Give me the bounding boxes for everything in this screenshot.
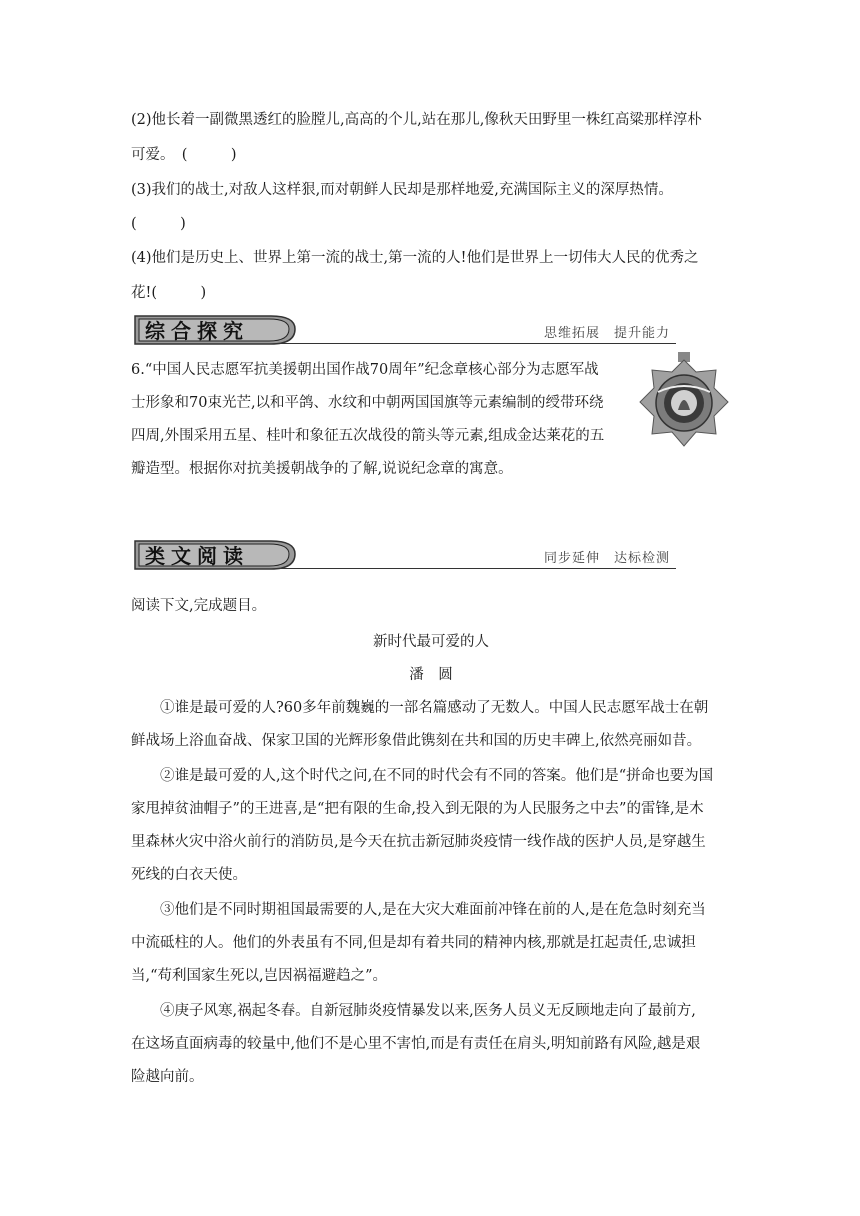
section-subtitle: 同步延伸 达标检测 (543, 551, 670, 566)
paragraph-2-line4: 死线的白衣天使。 (131, 867, 247, 883)
paragraph-4-line3: 险越向前。 (131, 1069, 204, 1085)
paragraph-1-line2: 鲜战场上浴血奋战、保家卫国的光辉形象借此镌刻在共和国的历史丰碑上,依然亮丽如昔。 (131, 733, 702, 749)
divider (281, 343, 676, 344)
q5-item2-line2: 可爱。 ( ) (131, 147, 237, 163)
q5-item2-line1: (2)他长着一副微黑透红的脸膛儿,高高的个儿,站在那儿,像秋天田野里一株红高粱那样淳朴 (131, 112, 702, 128)
section-banner-zonghe (131, 312, 676, 352)
q6-line4: 瓣造型。根据你对抗美援朝战争的了解,说说纪念章的寓意。 (131, 461, 513, 477)
paragraph-2-line2: 家甩掉贫油帽子”的王进喜,是“把有限的生命,投入到无限的为人民服务之中去”的雷锋,是木 (131, 801, 704, 817)
paragraph-3-line1: ③他们是不同时期祖国最需要的人,是在大灾大难面前冲锋在前的人,是在危急时刻充当 (160, 902, 706, 918)
section-banner-leiwen (131, 537, 676, 577)
q5-item3-line1: (3)我们的战士,对敌人这样狠,而对朝鲜人民却是那样地爱,充满国际主义的深厚热情。 (131, 182, 673, 198)
paragraph-2-line1: ②谁是最可爱的人,这个时代之问,在不同的时代会有不同的答案。他们是“拼命也要为国 (160, 768, 714, 784)
paragraph-1-line1: ①谁是最可爱的人?60多年前魏巍的一部名篇感动了无数人。中国人民志愿军战士在朝 (160, 700, 709, 716)
paragraph-3-line2: 中流砥柱的人。他们的外表虽有不同,但是却有着共同的精神内核,那就是扛起责任,忠诚担 (131, 935, 696, 951)
q5-item3-line2: ( ) (131, 216, 186, 232)
paragraph-2-line3: 里森林火灾中浴火前行的消防员,是今天在抗击新冠肺炎疫情一线作战的医护人员,是穿越生 (131, 834, 706, 850)
q5-item4-line2: 花!( ) (131, 285, 207, 301)
q6-line3: 四周,外围采用五星、桂叶和象征五次战役的箭头等元素,组成金达莱花的五 (131, 428, 605, 444)
q6-line2: 士形象和70束光芒,以和平鸽、水纹和中朝两国国旗等元素编制的绶带环绕 (131, 395, 604, 411)
paragraph-4-line2: 在这场直面病毒的较量中,他们不是心里不害怕,而是有责任在肩头,明知前路有风险,越是艰 (131, 1036, 701, 1052)
paragraph-4-line1: ④庚子风寒,祸起冬春。自新冠肺炎疫情暴发以来,医务人员义无反顾地走向了最前方, (160, 1003, 696, 1019)
divider (281, 568, 676, 569)
article-author: 潘 圆 (409, 667, 453, 683)
paragraph-3-line3: 当,“苟利国家生死以,岂因祸福避趋之”。 (131, 968, 388, 984)
banner-tab (131, 312, 291, 344)
article-title: 新时代最可爱的人 (373, 634, 489, 650)
q5-item4-line1: (4)他们是历史上、世界上第一流的战士,第一流的人!他们是世界上一切伟大人民的优秀之 (131, 250, 699, 266)
banner-tab (131, 537, 291, 569)
section-title: 综合探究 (145, 319, 249, 343)
section-title: 类文阅读 (145, 544, 249, 568)
q6-line1: 6.“中国人民志愿军抗美援朝出国作战70周年”纪念章核心部分为志愿军战 (131, 362, 599, 378)
reading-instruction: 阅读下文,完成题目。 (131, 598, 267, 614)
medal-image (638, 352, 730, 452)
section-subtitle: 思维拓展 提升能力 (543, 326, 670, 341)
